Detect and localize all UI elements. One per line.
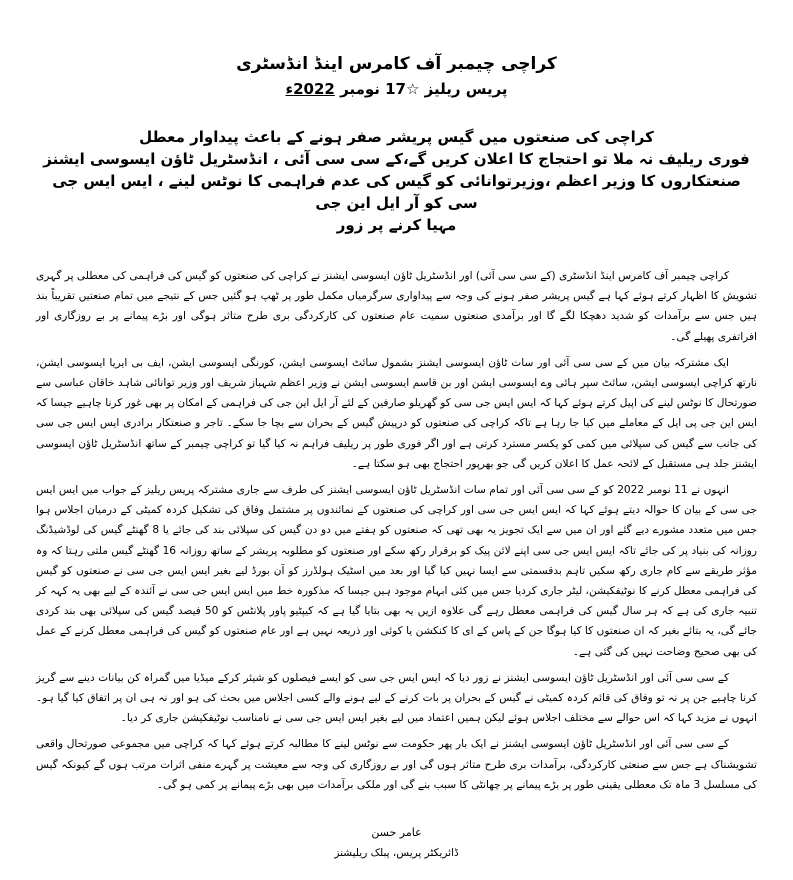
date-year: 2022ء bbox=[285, 80, 335, 98]
date-day-month: ☆17 نومبر bbox=[340, 80, 420, 98]
headline-line: صنعتکاروں کا وزیر اعظم ،وزیرتوانائی کو گیس کی عدم فراہمی کا نوٹس لینے ، ایس ایس جی سی کو آر ایل این جی bbox=[52, 172, 741, 212]
signatory-name: عامر حسن bbox=[371, 826, 422, 839]
paragraph: کے سی سی آئی اور انڈسٹریل ٹاؤن ایسوسی ایشنز نے ایک بار پھر حکومت سے نوٹس لینے کا مطالبہ کرتے ہوئے کہا کہ کراچی میں مجموعی صورتحال واقعی تشویشناک ہے جس سے صنعتی کارکردگی، برآمدات بری طرح متاثر ہوں گی اور بے روزگاری کی وجہ سے معیشت پر گہرے منفی اثرات مرتب ہوں گے کیونکہ گیس کی مسلسل 3 ماہ تک معطلی یقینی طور پر بڑے پیمانے پر چھانٹی کا سبب بنے گی اور ملکی برآمدات میں بھی بڑے پیمانے پر کمی ہو گی۔ bbox=[36, 738, 757, 791]
body-text bbox=[36, 266, 757, 801]
headline-line: مہیا کرنے پر زور bbox=[336, 216, 457, 234]
press-release-dateline bbox=[0, 80, 793, 98]
headline-line: کراچی کی صنعتوں میں گیس پریشر صفر ہونے کے باعث پیداوار معطل bbox=[139, 128, 654, 146]
paragraph: انہوں نے 11 نومبر 2022 کو کے سی سی آئی اور تمام سات انڈسٹریل ٹاؤن ایسوسی ایشنز کی طرف سے جاری مشترکہ پریس ریلیز کے جواب میں ایس ایس جی سی کے بیان کا حوالہ دیتے ہوئے کہا کہ ایس ایس جی سی اور کراچی کی صنعتوں کے نمائندوں پر مشتمل وفاق کی تشکیل کردہ کمیٹی کے درمیان اجلاس ہوا جس میں متعدد مشورے دیے گئے اور ان میں سے ایک تجویز یہ بھی تھی کہ صنعتوں کو ہفتے میں دو دن گیس کی سپلائی بند کی جائے یا 8 گھنٹے گیس کی لوڈشیڈنگ روزانہ کی بنیاد پر کی جائے تاکہ ایس ایس جی سی اپنے لائن پیک کو برقرار رکھ سکے اور صنعتوں کو مطلوبہ پریشر کے ساتھ روزانہ 16 گھنٹے گیس ملتی رہتا کہ وہ مؤثر طریقے سے کام جاری رکھ سکیں تاہم بدقسمتی سے ایسا نہیں کیا گیا اور بعد میں اسٹیک ہولڈرز کو آن بورڈ لیے بغیر ایس ایس جی سی نے صنعتوں کو گیس کی فراہمی معطل کرنے کا نوٹیفکیشن، لیٹر جاری کردیا جس میں کئی ابہام موجود ہیں جیسا کہ مذکورہ خط میں ایس ایس جی سی نے آئندہ کے لیے بھی یہ کہہ کر تنبیہ جاری کی ہے کہ ہر سال گیس کی فراہمی معطل رہے گی علاوہ ازیں یہ بھی بتایا گیا ہے کہ کیپٹیو پاور پلانٹس کو 50 فیصد گیس کی سپلائی بھی بند کردی جائے گی، یہ بتائے بغیر کہ ان صنعتوں کا کیا ہوگا جن کے پاس کے ای کا کنکشن یا کوئی اور ذریعہ نہیں ہے اور عام صنعتوں کو گیس کی فراہمی معطل کرنے کے عمل کی بھی صحیح وضاحت نہیں کی گئی ہے۔ bbox=[36, 484, 757, 658]
paragraph: ایک مشترکہ بیان میں کے سی سی آئی اور سات ٹاؤن ایسوسی ایشنز بشمول سائٹ ایسوسی ایشن، کورنگی ایسوسی ایشن، ایف بی ایریا ایسوسی ایشن، نارتھ کراچی ایسوسی ایشن، سائٹ سپر ہائی وے ایسوسی ایشن اور بن قاسم ایسوسی ایشن نے وزیر اعظم شہباز شریف اور وزیر توانائی شاہد خاقان عباسی سے صورتحال کا نوٹس لینے کی اپیل کرتے ہوئے کہا کہ ایس ایس جی سی کو گھریلو صارفین کے لئے آر ایل این جی کی فراہمی کے امکان پر بھی غور کرنا چاہیے جیسا کہ ایس این جی پی ایل کے معاملے میں کیا جا رہا ہے تاکہ کراچی کی صنعتوں کو درپیش گیس کے بحران سے بچا جا سکے۔ تاجر و صنعتکار برادری ایس ایس جی سی کی جانب سے گیس کی سپلائی میں کمی کو یکسر مسترد کرتی ہے اور اگر فوری طور پر ریلیف فراہم نہ کیا گیا تو کراچی چیمبر کے ساتھ انڈسٹریل ٹاؤن ایسوسی ایشنز جلد ہی مستقبل کے لائحہ عمل کا اعلان کریں گی جو بھرپور احتجاج بھی ہو سکتا ہے۔ bbox=[36, 356, 757, 470]
headline-line: فوری ریلیف نہ ملا تو احتجاج کا اعلان کریں گے،کے سی سی آئی ، انڈسٹریل ٹاؤن ایسوسی ایشنز bbox=[43, 150, 750, 168]
paragraph: کے سی سی آئی اور انڈسٹریل ٹاؤن ایسوسی ایشنز نے زور دیا کہ ایس ایس جی سی کو ایسے فیصلوں کو شیئر کرکے میڈیا میں گمراہ کن بیانات دینے سے گریز کرنا چاہیے جن پر نہ تو وفاق کی قائم کردہ کمیٹی نے گیس کے بحران پر بات کرنے کے لیے ہونے والے کسی اجلاس میں بحث کی ہو اور نہ ہی ان پر اتفاق کیا گیا ہو۔ انہوں نے مزید کہا کہ اس حوالے سے مختلف اجلاس ہوئے لیکن ہمیں اعتماد میں لیے بغیر ایس ایس جی سی نے نامناسب نوٹیفکیشن جاری کر دیا۔ bbox=[36, 671, 757, 725]
press-release-label: پریس ریلیز bbox=[424, 80, 508, 98]
organization-title: کراچی چیمبر آف کامرس اینڈ انڈسٹری bbox=[236, 54, 557, 74]
signatory-title: ڈائریکٹر پریس، پبلک ریلیشنز bbox=[334, 847, 459, 859]
headline bbox=[40, 126, 753, 236]
paragraph: کراچی چیمبر آف کامرس اینڈ انڈسٹری (کے سی سی آئی) اور انڈسٹریل ٹاؤن ایسوسی ایشنز نے کراچی کی صنعتوں کو گیس کی فراہمی کی معطلی پر گہری تشویش کا اظہار کرتے ہوئے کہا ہے گیس پریشر صفر ہونے کی وجہ سے پیداواری سرگرمیاں مکمل طور پر ٹھپ ہو گئیں جس کے نتیجے میں تمام صنعتیں تقریباً بند ہیں جس سے برآمدات کو شدید دھچکا لگے گا اور برآمدی صنعتوں سمیت عام صنعتوں کی کارکردگی بری طرح متاثر ہوگی اور بڑے پیمانے پر بے روزگاری اور افراتفری پھیلے گی۔ bbox=[36, 270, 757, 343]
